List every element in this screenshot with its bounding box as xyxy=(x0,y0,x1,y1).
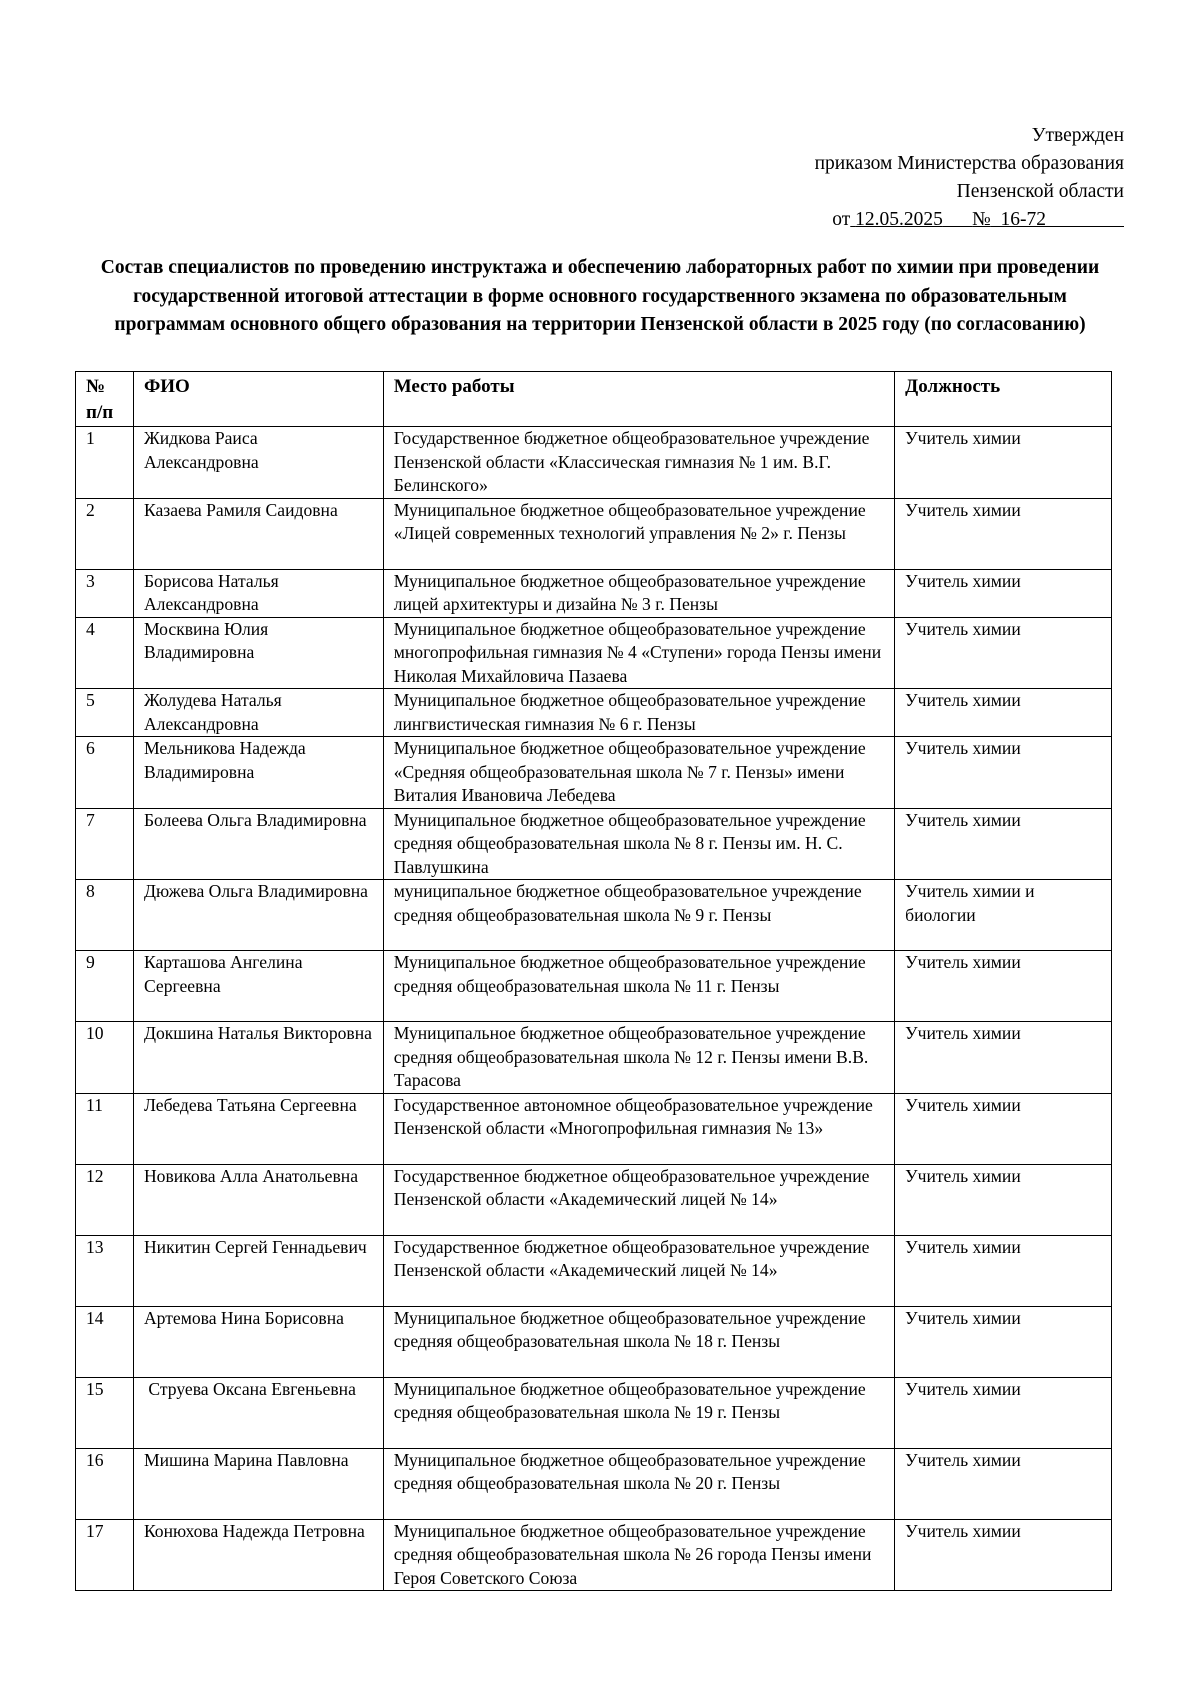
row-num: 5 xyxy=(76,689,134,737)
row-position: Учитель химии xyxy=(895,951,1112,1022)
row-fio: Докшина Наталья Викторовна xyxy=(133,1022,383,1094)
row-work: Государственное автономное общеобразовательное учреждение Пензенской области «Многопрофильная гимназия № 13» xyxy=(383,1093,894,1164)
row-fio: Мельникова Надежда Владимировна xyxy=(133,737,383,809)
number-prefix: № xyxy=(972,209,991,230)
row-num: 15 xyxy=(76,1377,134,1448)
table-row xyxy=(76,951,1112,1022)
row-position: Учитель химии xyxy=(895,689,1112,737)
row-num: 11 xyxy=(76,1093,134,1164)
row-work: Муниципальное бюджетное общеобразовательное учреждение многопрофильная гимназия № 4 «Ступени» города Пензы имени Николая Михайловича Пазаева xyxy=(383,617,894,689)
table-row xyxy=(76,1306,1112,1377)
row-num: 1 xyxy=(76,427,134,499)
table-row xyxy=(76,1093,1112,1164)
row-position: Учитель химии xyxy=(895,1306,1112,1377)
row-num: 16 xyxy=(76,1448,134,1519)
row-num: 14 xyxy=(76,1306,134,1377)
row-work: Государственное бюджетное общеобразовательное учреждение Пензенской области «Академический лицей № 14» xyxy=(383,1235,894,1306)
row-fio: Конюхова Надежда Петровна xyxy=(133,1519,383,1591)
col-header-num: № п/п xyxy=(76,372,134,427)
row-fio: Болеева Ольга Владимировна xyxy=(133,808,383,880)
row-position: Учитель химии xyxy=(895,737,1112,809)
row-num: 9 xyxy=(76,951,134,1022)
row-num: 12 xyxy=(76,1164,134,1235)
row-position: Учитель химии и биологии xyxy=(895,880,1112,951)
table-row xyxy=(76,617,1112,689)
col-header-position: Должность xyxy=(895,372,1112,427)
row-num: 4 xyxy=(76,617,134,689)
table-row xyxy=(76,808,1112,880)
table-row xyxy=(76,880,1112,951)
row-position: Учитель химии xyxy=(895,1519,1112,1591)
table-row xyxy=(76,1022,1112,1094)
document-title: Состав специалистов по проведению инструктажа и обеспечению лабораторных работ по химии при проведении государственной итоговой аттестации в форме основного государственного экзамена по образовательным программам основного общего образования на территории Пензенской области в 2025 году (по согласованию) xyxy=(100,257,1100,335)
table-row xyxy=(76,427,1112,499)
row-work: муниципальное бюджетное общеобразовательное учреждение средняя общеобразовательная школа № 9 г. Пензы xyxy=(383,880,894,951)
date-prefix: от xyxy=(832,209,851,230)
row-work: Муниципальное бюджетное общеобразовательное учреждение средняя общеобразовательная школа № 8 г. Пензы им. Н. С. Павлушкина xyxy=(383,808,894,880)
row-fio: Жидкова Раиса Александровна xyxy=(133,427,383,499)
row-position: Учитель химии xyxy=(895,617,1112,689)
row-position: Учитель химии xyxy=(895,498,1112,569)
row-position: Учитель химии xyxy=(895,1235,1112,1306)
row-num: 10 xyxy=(76,1022,134,1094)
row-fio: Никитин Сергей Геннадьевич xyxy=(133,1235,383,1306)
row-position: Учитель химии xyxy=(895,1377,1112,1448)
col-header-fio: ФИО xyxy=(133,372,383,427)
row-work: Государственное бюджетное общеобразовательное учреждение Пензенской области «Классическая гимназия № 1 им. В.Г. Белинского» xyxy=(383,427,894,499)
approval-region: Пензенской области xyxy=(956,181,1124,202)
table-row xyxy=(76,1164,1112,1235)
table-row xyxy=(76,689,1112,737)
row-num: 8 xyxy=(76,880,134,951)
row-work: Муниципальное бюджетное общеобразовательное учреждение лингвистическая гимназия № 6 г. Пензы xyxy=(383,689,894,737)
approval-approved: Утвержден xyxy=(1031,125,1124,146)
row-work: Муниципальное бюджетное общеобразовательное учреждение средняя общеобразовательная школа № 19 г. Пензы xyxy=(383,1377,894,1448)
row-work: Муниципальное бюджетное общеобразовательное учреждение средняя общеобразовательная школа № 26 города Пензы имени Героя Советского Союза xyxy=(383,1519,894,1591)
row-fio: Жолудева Наталья Александровна xyxy=(133,689,383,737)
table-header-row xyxy=(76,372,1112,427)
table-row xyxy=(76,1235,1112,1306)
row-num: 3 xyxy=(76,569,134,617)
order-number: 16-72 xyxy=(1000,209,1046,230)
specialists-table xyxy=(75,371,1112,1591)
row-work: Муниципальное бюджетное общеобразовательное учреждение средняя общеобразовательная школа № 12 г. Пензы имени В.В. Тарасова xyxy=(383,1022,894,1094)
row-num: 2 xyxy=(76,498,134,569)
row-position: Учитель химии xyxy=(895,427,1112,499)
row-work: Муниципальное бюджетное общеобразовательное учреждение «Лицей современных технологий управления № 2» г. Пензы xyxy=(383,498,894,569)
row-fio: Мишина Марина Павловна xyxy=(133,1448,383,1519)
row-fio: Карташова Ангелина Сергеевна xyxy=(133,951,383,1022)
table-row xyxy=(76,1377,1112,1448)
row-fio: Артемова Нина Борисовна xyxy=(133,1306,383,1377)
row-work: Муниципальное бюджетное общеобразовательное учреждение «Средняя общеобразовательная школа № 7 г. Пензы» имени Виталия Ивановича Лебедева xyxy=(383,737,894,809)
table-row xyxy=(76,569,1112,617)
table-row xyxy=(76,737,1112,809)
row-num: 13 xyxy=(76,1235,134,1306)
row-num: 7 xyxy=(76,808,134,880)
order-line xyxy=(815,206,1124,234)
row-work: Муниципальное бюджетное общеобразовательное учреждение средняя общеобразовательная школа № 11 г. Пензы xyxy=(383,951,894,1022)
row-position: Учитель химии xyxy=(895,1093,1112,1164)
row-num: 6 xyxy=(76,737,134,809)
row-work: Государственное бюджетное общеобразовательное учреждение Пензенской области «Академический лицей № 14» xyxy=(383,1164,894,1235)
row-fio: Дюжева Ольга Владимировна xyxy=(133,880,383,951)
row-fio: Лебедева Татьяна Сергеевна xyxy=(133,1093,383,1164)
order-date: 12.05.2025 xyxy=(855,209,943,230)
row-fio: Струева Оксана Евгеньевна xyxy=(133,1377,383,1448)
row-work: Муниципальное бюджетное общеобразовательное учреждение лицей архитектуры и дизайна № 3 г. Пензы xyxy=(383,569,894,617)
row-fio: Москвина Юлия Владимировна xyxy=(133,617,383,689)
row-position: Учитель химии xyxy=(895,569,1112,617)
row-fio: Казаева Рамиля Саидовна xyxy=(133,498,383,569)
row-position: Учитель химии xyxy=(895,808,1112,880)
row-work: Муниципальное бюджетное общеобразовательное учреждение средняя общеобразовательная школа № 18 г. Пензы xyxy=(383,1306,894,1377)
row-position: Учитель химии xyxy=(895,1022,1112,1094)
row-fio: Борисова Наталья Александровна xyxy=(133,569,383,617)
table-row xyxy=(76,498,1112,569)
table-row xyxy=(76,1448,1112,1519)
table-row xyxy=(76,1519,1112,1591)
approval-block xyxy=(815,122,1124,234)
row-fio: Новикова Алла Анатольевна xyxy=(133,1164,383,1235)
approval-order-by: приказом Министерства образования xyxy=(814,153,1124,174)
col-header-work: Место работы xyxy=(383,372,894,427)
row-work: Муниципальное бюджетное общеобразовательное учреждение средняя общеобразовательная школа № 20 г. Пензы xyxy=(383,1448,894,1519)
row-position: Учитель химии xyxy=(895,1164,1112,1235)
row-position: Учитель химии xyxy=(895,1448,1112,1519)
row-num: 17 xyxy=(76,1519,134,1591)
